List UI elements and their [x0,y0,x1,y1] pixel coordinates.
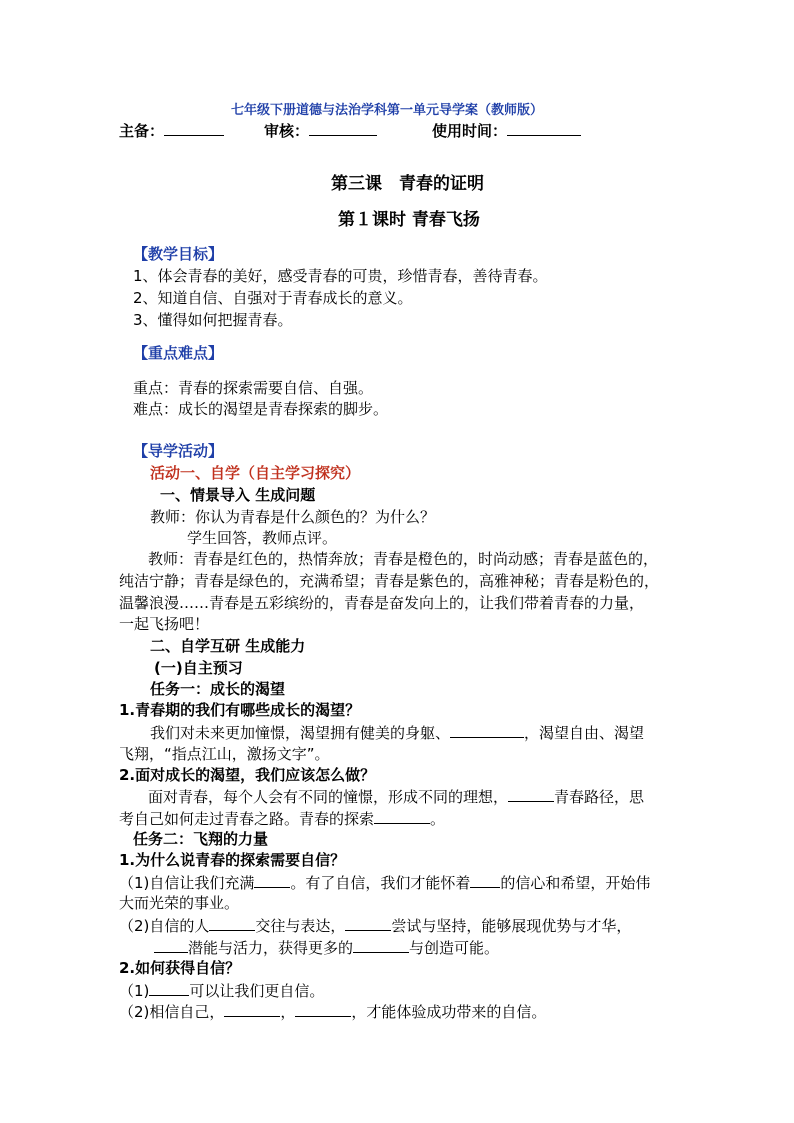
meta-reviewer [264,120,377,141]
q1-blank[interactable] [450,722,524,738]
reviewer-label: 审核： [264,122,310,140]
task-one-title: 任务一：成长的渴望 [150,680,286,698]
question-four: 2.如何获得自信？ [119,959,241,977]
author-label: 主备： [119,122,165,140]
objectives-heading: 【教学目标】 [133,245,224,263]
difficulty-point: 难点：成长的渴望是青春探索的脚步。 [133,400,389,418]
q2-answer-line2: 考自己如何走过青春之路。青春的探索 。 [119,810,446,828]
q2-blank-1[interactable] [508,786,554,802]
question-one: 1.青春期的我们有哪些成长的渴望？ [119,701,361,719]
q4-answer1: （1) 可以让我们更自信。 [119,982,325,1000]
q3-blank-2[interactable] [470,872,500,888]
q4-blank-2[interactable] [224,1001,280,1017]
q3-answer2-line2: 潜能与活力，获得更多的 与创造可能。 [154,937,499,958]
meta-author [119,120,224,141]
chapter-title: 第三课 青春的证明 [331,174,484,194]
q2-answer-line1: 面对青春，每个人会有不同的憧憬，形成不同的理想， 青春路径，思 [148,788,645,806]
section-title: 第１课时 青春飞扬 [338,210,480,230]
q3-blank-6[interactable] [353,937,409,953]
sub-preview-title: (一)自主预习 [154,659,243,677]
q3-answer2-line1: （2)自信的人 交往与表达， 尝试与坚持，能够展现优势与才华， [119,917,632,935]
objective-item: 2、知道自信、自强对于青春成长的意义。 [133,289,413,307]
author-blank[interactable] [164,120,224,136]
question-three: 1.为什么说青春的探索需要自信？ [119,851,346,869]
q4-blank-1[interactable] [149,980,189,996]
objective-item: 3、懂得如何把握青春。 [133,311,293,329]
time-blank[interactable] [507,120,581,136]
q3-blank-3[interactable] [209,915,255,931]
teacher-paragraph-line: 温馨浪漫……青春是五彩缤纷的，青春是奋发向上的，让我们带着青春的力量， [119,594,645,612]
q2-blank-2[interactable] [374,808,430,824]
q3-blank-5[interactable] [154,937,188,953]
activities-heading: 【导学活动】 [133,442,224,460]
teacher-paragraph-line: 纯洁宁静；青春是绿色的，充满希望；青春是紫色的，高雅神秘；青春是粉色的， [119,572,660,590]
keypoints-heading: 【重点难点】 [133,344,224,362]
q3-blank-4[interactable] [345,915,391,931]
teacher-paragraph-line: 教师：青春是红色的，热情奔放；青春是橙色的，时尚动感；青春是蓝色的， [148,550,659,568]
focus-point: 重点：青春的探索需要自信、自强。 [133,379,374,397]
document-title: 七年级下册道德与法治学科第一单元导学案（教师版） [231,103,544,118]
objective-item: 1、体会青春的美好，感受青春的可贵，珍惜青春，善待青春。 [133,267,548,285]
part-one-title: 一、情景导入 生成问题 [160,486,316,504]
q4-blank-3[interactable] [295,1001,351,1017]
q3-answer1-line1: （1)自信让我们充满 。有了自信，我们才能怀着 的信心和希望，开始伟 [119,874,651,892]
activity-one-title: 活动一、自学（自主学习探究） [150,464,361,482]
q1-answer-line1: 我们对未来更加憧憬，渴望拥有健美的身躯、 ，渴望自由、渴望 [150,724,645,742]
reviewer-blank[interactable] [309,120,377,136]
teacher-paragraph-line: 一起飞扬吧！ [119,615,210,633]
part-two-title: 二、自学互研 生成能力 [150,637,306,655]
student-reply: 学生回答，教师点评。 [187,529,338,547]
q3-answer1-line2: 大而光荣的事业。 [119,894,240,912]
teacher-question: 教师：你认为青春是什么颜色的？为什么？ [150,508,436,526]
task-two-title: 任务二：飞翔的力量 [133,830,269,848]
q3-blank-1[interactable] [254,872,290,888]
q4-answer2: （2)相信自己， ， ，才能体验成功带来的自信。 [119,1003,547,1021]
time-label: 使用时间： [432,122,508,140]
meta-time [432,120,581,141]
question-two: 2.面对成长的渴望，我们应该怎么做？ [119,766,376,784]
q1-answer-line2: 飞翔，“指点江山，激扬文字”。 [119,745,330,763]
